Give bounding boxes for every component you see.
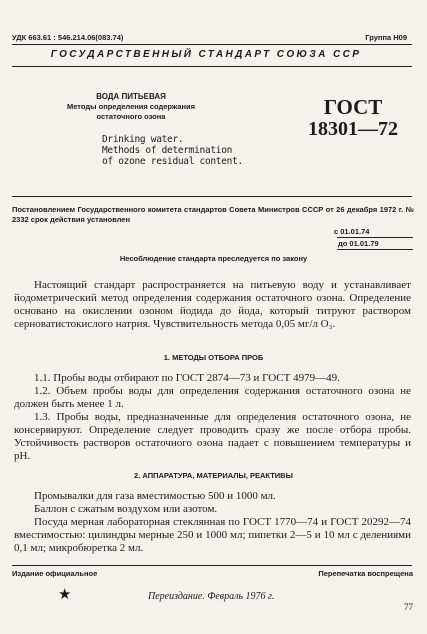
english-title-2: Methods of determination — [102, 145, 233, 156]
page-number: 77 — [404, 602, 413, 612]
title-rule — [12, 196, 412, 197]
date-to: до 01.01.79 — [338, 239, 379, 248]
heading-rule — [12, 66, 412, 67]
decree-text: Постановлением Государственного комитета стандартов Совета Министров СССР от 26 декабря 1972 г. № 2332 срок действия установлен — [12, 205, 414, 224]
apparatus-line-2: Баллон с сжатым воздухом или азотом. — [34, 503, 218, 515]
english-title — [102, 134, 243, 167]
apparatus-glassware: Посуда мерная лабораторная стеклянная по ГОСТ 1770—74 и ГОСТ 20292—74 вместимостью: цилиндры мерные 250 и 1000 мл; пипетки 2—5 и 10 мл с делениями 0,1 мл; микробюретка 2 мл. — [14, 516, 411, 554]
group-code: Группа Н09 — [365, 33, 407, 42]
title-sub-2: остаточного озона — [96, 112, 166, 121]
footer-rule — [12, 565, 412, 566]
reprint-prohibited: Перепечатка воспрещена — [318, 569, 413, 578]
top-rule — [12, 44, 412, 45]
section-2-title: 2. АППАРАТУРА, МАТЕРИАЛЫ, РЕАКТИВЫ — [134, 471, 293, 480]
section-1-title: 1. МЕТОДЫ ОТБОРА ПРОБ — [163, 353, 264, 362]
clause-1-2: 1.2. Объем пробы воды для определения содержания остаточного озона не должен быть менее 1 л. — [14, 385, 411, 410]
official-edition: Издание официальное — [12, 569, 98, 578]
date-rule-1 — [337, 237, 413, 238]
standard-heading: ГОСУДАРСТВЕННЫЙ СТАНДАРТ СОЮЗА ССР — [50, 49, 362, 60]
title-sub-1: Методы определения содержания — [66, 102, 196, 111]
gost-word: ГОСТ — [323, 95, 383, 119]
english-title-1: Drinking water. — [102, 134, 184, 145]
title-main: ВОДА ПИТЬЕВАЯ — [96, 92, 166, 101]
clause-1-3: 1.3. Пробы воды, предназначенные для определения остаточного озона, не консервируют. Определение следует проводить сразу же после отбора пробы. Устойчивость растворов остаточного озона падает с повышением температуры и pH. — [14, 411, 411, 462]
gost-designation — [308, 96, 398, 140]
intro-paragraph: Настоящий стандарт распространяется на питьевую воду и устанавливает йодометрический метод определения содержания остаточного озона. Определение основано на окислении озоном йодида до йода, который титруют раствором серноватистокислого натрия. Чувствительность метода 0,05 мг/л O₃. — [14, 279, 411, 330]
star-icon: ★ — [58, 587, 72, 603]
english-title-3: of ozone residual content. — [102, 156, 243, 167]
date-from: с 01.01.74 — [334, 227, 370, 236]
apparatus-line-1: Промывалки для газа вместимостью 500 и 1000 мл. — [34, 490, 276, 502]
date-rule-2 — [337, 249, 413, 250]
reprint-note: Переиздание. Февраль 1976 г. — [148, 591, 275, 602]
russian-title — [0, 92, 262, 122]
udk-code: УДК 663.61 : 546.214.06(083.74) — [12, 33, 124, 42]
gost-number: 18301—72 — [308, 118, 398, 140]
legal-warning: Несоблюдение стандарта преследуется по закону — [119, 254, 308, 263]
clause-1-1: 1.1. Пробы воды отбирают по ГОСТ 2874—73 и ГОСТ 4979—49. — [34, 372, 340, 384]
